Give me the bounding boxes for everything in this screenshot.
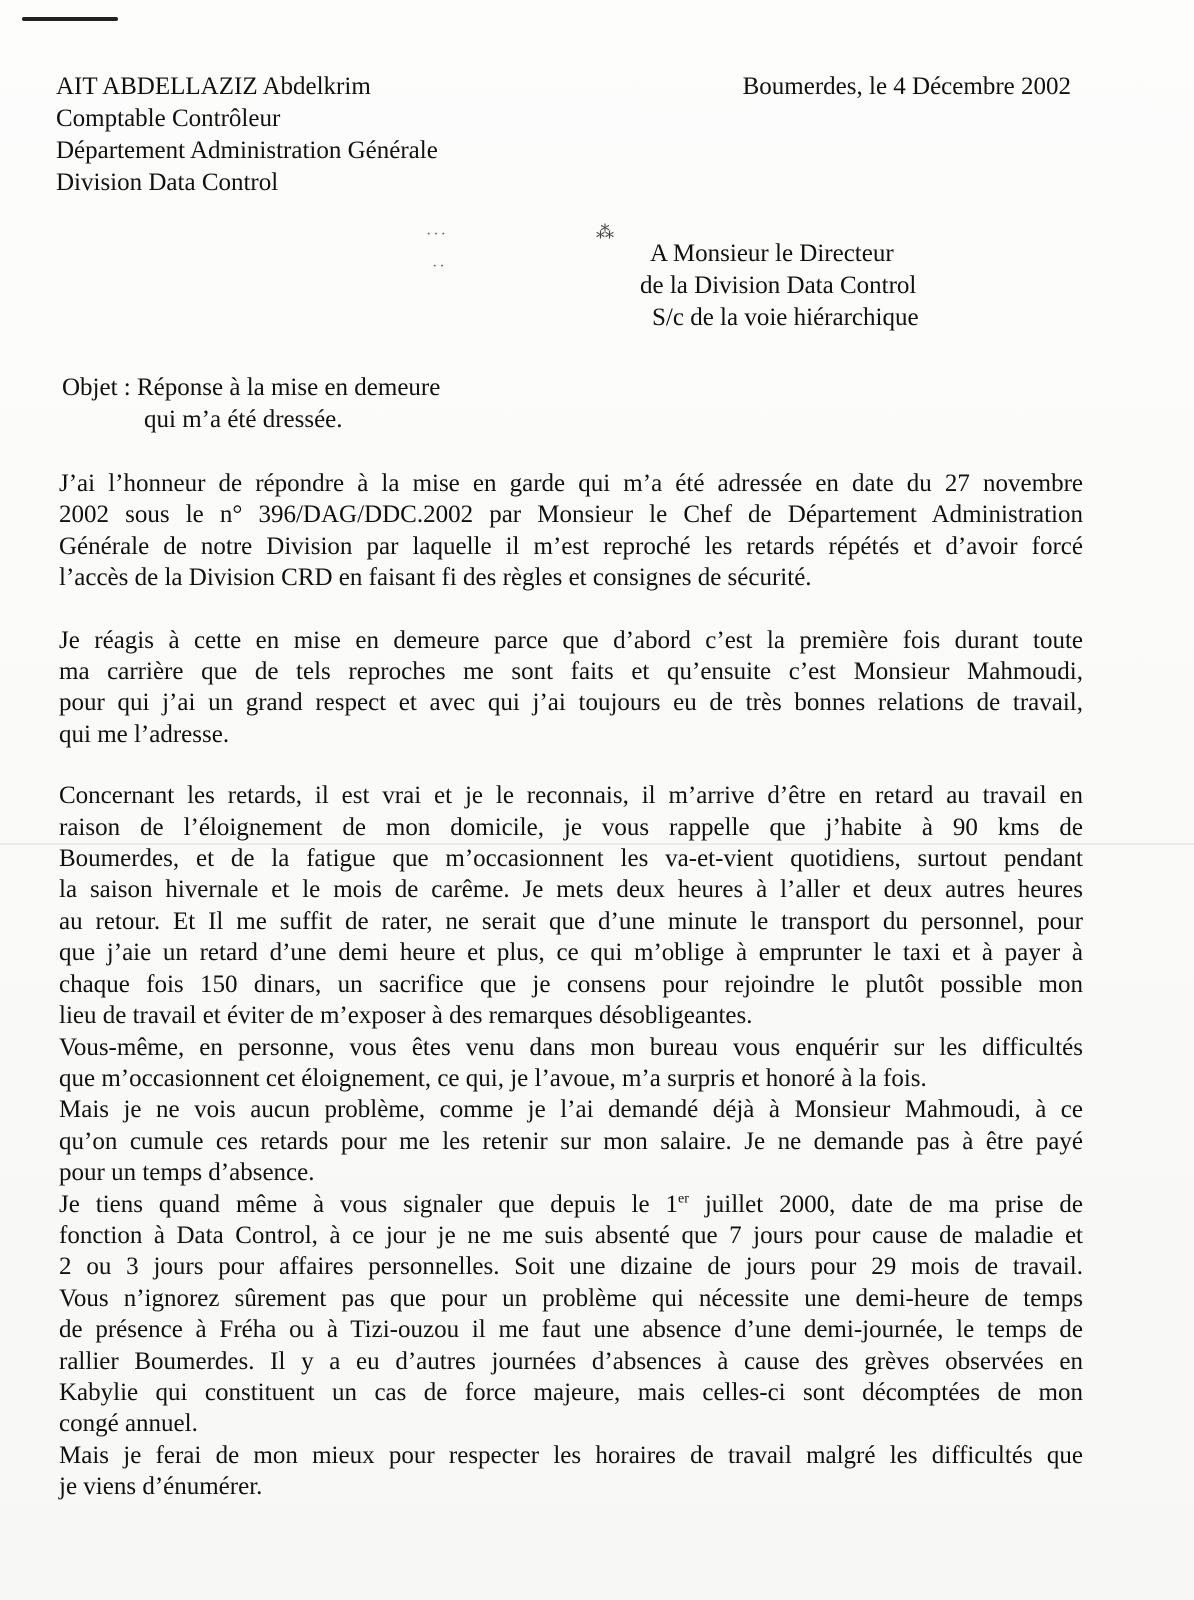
body-line: Vous-même, en personne, vous êtes venu dans mon bureau vous enquérir sur les difficultés	[59, 1033, 1083, 1061]
body-line: qu’on cumule ces retards pour me les retenir sur mon salaire. Je ne demande pas à être payé	[59, 1127, 1083, 1155]
sender-name: AIT ABDELLAZIZ Abdelkrim	[56, 73, 371, 100]
body-line: au retour. Et Il me suffit de rater, ne serait que d’une minute le transport du personnel, pour	[59, 907, 1083, 935]
recipient-line-3: S/c de la voie hiérarchique	[652, 304, 919, 331]
body-line: Kabylie qui constituent un cas de force majeure, mais celles-ci sont décomptées de mon	[59, 1378, 1083, 1406]
body-line: Générale de notre Division par laquelle il m’est reproché les retards répétés et d’avoir forcé	[59, 532, 1083, 560]
body-line: l’accès de la Division CRD en faisant fi des règles et consignes de sécurité.	[59, 564, 812, 592]
body-line: ma carrière que de tels reproches me sont faits et qu’ensuite c’est Monsieur Mahmoudi,	[59, 658, 1083, 686]
body-text: Je tiens quand même à vous signaler que depuis le 1	[59, 1190, 678, 1218]
body-line: lieu de travail et éviter de m’exposer à des remarques désobligeantes.	[59, 1002, 753, 1030]
body-line: 2002 sous le n° 396/DAG/DDC.2002 par Monsieur le Chef de Département Administration	[59, 501, 1083, 529]
object-label: Objet :	[62, 374, 131, 401]
recipient-line-1: A Monsieur le Directeur	[650, 240, 894, 267]
body-line: je viens d’énumérer.	[59, 1473, 263, 1501]
body-line: Mais je ferai de mon mieux pour respecter les horaires de travail malgré les difficultés que	[59, 1441, 1083, 1469]
body-line: Je réagis à cette en mise en demeure parce que d’abord c’est la première fois durant toute	[59, 626, 1083, 654]
stray-dots: ··	[432, 258, 447, 275]
body-line: de présence à Fréha ou à Tizi-ouzou il me faut une absence d’une demi-journée, le temps de	[59, 1316, 1083, 1344]
body-line: que m’occasionnent cet éloignement, ce qui, je l’avoue, m’a surpris et honoré à la fois.	[59, 1064, 927, 1092]
letter-date: Boumerdes, le 4 Décembre 2002	[742, 73, 1071, 100]
paragraph-6	[59, 1189, 1083, 1440]
stray-dots: ···	[426, 226, 448, 243]
ordinal-suffix: er	[677, 1191, 689, 1207]
pen-stroke-mark	[22, 17, 118, 21]
body-line: rallier Boumerdes. Il y a eu d’autres journées d’absences à cause des grèves observées en	[59, 1347, 1083, 1375]
body-line	[59, 1189, 1083, 1220]
letter-body	[59, 468, 1083, 1503]
sender-division: Division Data Control	[56, 169, 279, 196]
body-line: 2 ou 3 jours pour affaires personnelles. Soit une dizaine de jours pour 29 mois de travail.	[59, 1253, 1083, 1281]
body-line: Concernant les retards, il est vrai et je le reconnais, il m’arrive d’être en retard au travail en	[59, 782, 1083, 810]
object-block	[62, 372, 440, 436]
body-line: fonction à Data Control, à ce jour je ne me suis absenté que 7 jours pour cause de maladie et	[59, 1221, 1083, 1249]
body-line: raison de l’éloignement de mon domicile, je vous rappelle que j’habite à 90 kms de	[59, 813, 1083, 841]
sender-block	[56, 71, 438, 199]
paragraph-4	[59, 1032, 1083, 1095]
object-line-1: Réponse à la mise en demeure	[137, 374, 441, 401]
paragraph-3	[59, 780, 1083, 1031]
sender-department: Département Administration Générale	[56, 137, 438, 164]
body-text: juillet 2000, date de ma prise de	[688, 1190, 1083, 1218]
paragraph-5	[59, 1094, 1083, 1188]
body-line: pour un temps d’absence.	[59, 1159, 315, 1187]
object-line-2: qui m’a été dressée.	[144, 406, 343, 433]
body-line: J’ai l’honneur de répondre à la mise en garde qui m’a été adressée en date du 27 novembre	[59, 470, 1083, 497]
paragraph-1	[59, 468, 1083, 594]
stray-scribble: ⁂	[596, 222, 614, 242]
body-line: qui me l’adresse.	[59, 720, 230, 748]
body-line: que j’aie un retard d’une demi heure et plus, ce qui m’oblige à emprunter le taxi et à payer à	[59, 939, 1083, 967]
paragraph-2	[59, 625, 1083, 751]
body-line: congé annuel.	[59, 1410, 198, 1438]
body-line: la saison hivernale et le mois de carême. Je mets deux heures à l’aller et deux autres heures	[59, 876, 1083, 904]
body-line: Vous n’ignorez sûrement pas que pour un problème qui nécessite une demi-heure de temps	[59, 1284, 1083, 1312]
sender-title: Comptable Contrôleur	[56, 105, 281, 132]
body-line: chaque fois 150 dinars, un sacrifice que je consens pour rejoindre le plutôt possible mon	[59, 970, 1083, 998]
recipient-block	[640, 238, 919, 334]
body-line: pour qui j’ai un grand respect et avec qui j’ai toujours eu de très bonnes relations de travail,	[59, 689, 1083, 717]
body-line: Mais je ne vois aucun problème, comme je l’ai demandé déjà à Monsieur Mahmoudi, à ce	[59, 1096, 1083, 1124]
recipient-line-2: de la Division Data Control	[640, 272, 917, 299]
paragraph-7	[59, 1440, 1083, 1503]
body-line: Boumerdes, et de la fatigue que m’occasionnent les va-et-vient quotidiens, surtout pendant	[59, 845, 1083, 873]
